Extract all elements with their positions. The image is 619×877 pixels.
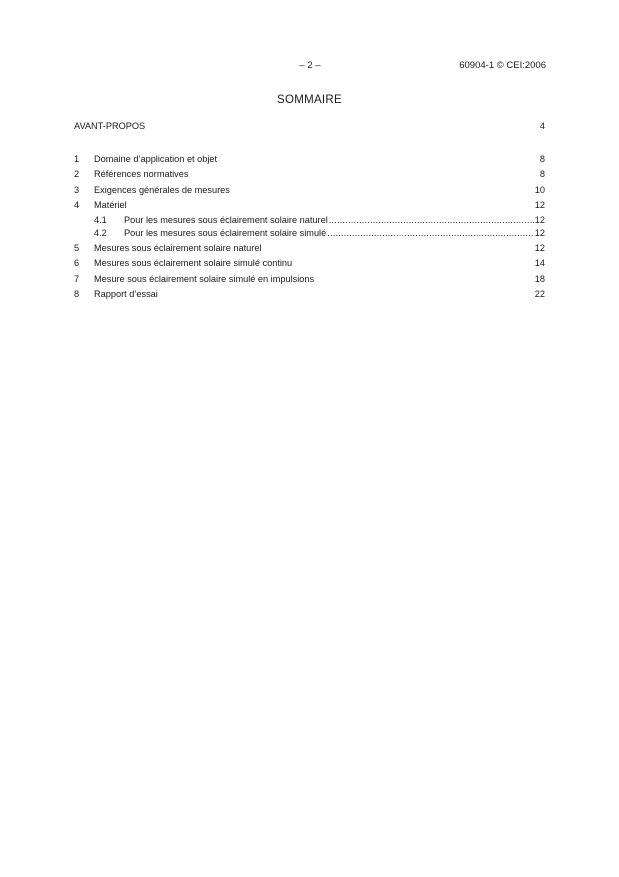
dot-leader: [159, 288, 534, 297]
toc-entry-page: 18: [534, 273, 545, 284]
toc-entry-label: Domaine d’application et objet: [94, 154, 218, 164]
toc-entry-page: 10: [534, 184, 545, 195]
toc-entry-number: 1: [74, 154, 80, 164]
dot-leader: [293, 257, 534, 266]
toc-entry-label: Références normatives: [94, 169, 189, 180]
toc-entry-4[interactable]: [74, 198, 545, 213]
toc-entry-page: 22: [534, 289, 545, 300]
toc-entry-8[interactable]: [74, 287, 545, 302]
toc-entry-label: Exigences générales de mesures: [94, 184, 230, 195]
dot-leader: [315, 273, 534, 282]
dot-leader: [327, 227, 534, 236]
toc-entry-label: Pour les mesures sous éclairement solaire simulé: [124, 227, 327, 238]
document-reference: 60904-1 © CEI:2006: [459, 60, 546, 71]
toc-entry-number: 4: [74, 200, 80, 211]
toc-entry-page: 12: [534, 200, 545, 211]
toc-entry-number: 5: [74, 242, 80, 253]
toc-entry-page: 8: [539, 169, 545, 180]
toc-entry-page: 14: [534, 258, 545, 269]
dot-leader: [329, 214, 534, 223]
dot-leader: [231, 184, 534, 193]
toc-entry-label: AVANT-PROPOS: [74, 121, 146, 131]
toc-entry-label: Matériel: [94, 200, 127, 211]
toc-entry-label: Rapport d’essai: [94, 289, 158, 300]
dot-leader: [128, 199, 534, 208]
toc-entry-3[interactable]: [74, 183, 545, 198]
toc-entry-7[interactable]: [74, 272, 545, 287]
toc-entry-5[interactable]: [74, 241, 545, 256]
toc-entry-4-1[interactable]: [74, 214, 545, 227]
toc-entry-page: 4: [539, 121, 545, 131]
toc-entry-number: 4.2: [94, 227, 107, 238]
toc-entry-6[interactable]: [74, 256, 545, 271]
dot-leader: [189, 168, 538, 177]
toc-title: SOMMAIRE: [276, 94, 342, 106]
toc-entry-number: 4.1: [94, 214, 107, 225]
toc-entry-page: 12: [534, 227, 545, 238]
toc-entry-label: Mesures sous éclairement solaire simulé continu: [94, 258, 293, 269]
toc-entry-label: Mesure sous éclairement solaire simulé en impulsions: [94, 273, 315, 284]
toc-list: [74, 152, 545, 303]
toc-entry-page: 8: [539, 154, 545, 164]
toc-entry-foreword[interactable]: [74, 119, 545, 134]
toc-entry-page: 12: [534, 214, 545, 225]
toc-entry-number: 7: [74, 273, 80, 284]
toc-entry-label: Pour les mesures sous éclairement solaire naturel: [124, 214, 328, 225]
toc-entry-page: 12: [534, 242, 545, 253]
toc-entry-label: Mesures sous éclairement solaire naturel: [94, 242, 262, 253]
toc-foreword-section: [74, 119, 545, 134]
dot-leader: [146, 120, 539, 129]
toc-entry-1[interactable]: [74, 152, 545, 167]
page-number: – 2 –: [299, 60, 321, 71]
dot-leader: [263, 242, 534, 251]
toc-entry-number: 3: [74, 184, 80, 195]
dot-leader: [218, 153, 539, 162]
toc-entry-4-2[interactable]: [74, 227, 545, 240]
toc-entry-2[interactable]: [74, 167, 545, 182]
toc-entry-number: 2: [74, 169, 80, 180]
toc-entry-number: 8: [74, 289, 80, 300]
toc-entry-number: 6: [74, 258, 80, 269]
